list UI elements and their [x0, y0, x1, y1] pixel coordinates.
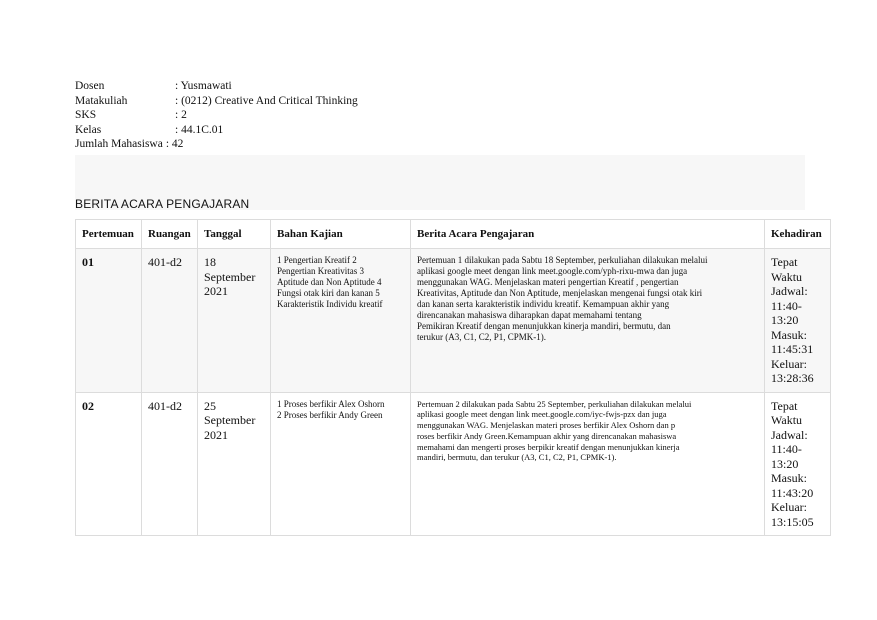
berita-line: Kreativitas, Aptitude dan Non Aptitude, menjelaskan mengenai fungsi otak kiri	[417, 288, 703, 298]
kehadiran-line: 13:28:36	[771, 371, 814, 385]
kehadiran-line: Tepat	[771, 398, 798, 413]
dosen-value: : Yusmawati	[175, 80, 232, 92]
section-title: BERITA ACARA PENGAJARAN	[75, 197, 250, 211]
info-row-kelas	[75, 123, 358, 138]
tanggal-year: 2021	[204, 284, 228, 298]
header-tanggal: Tanggal	[198, 220, 271, 249]
bahan-line: Karakteristik Individu kreatif	[277, 299, 383, 309]
kehadiran-cell	[765, 392, 831, 536]
kehadiran-line: Waktu	[771, 269, 803, 284]
kehadiran-line: 11:43:20	[771, 485, 814, 500]
table-row	[76, 392, 831, 536]
berita-line: Pemikiran Kreatif dengan menunjukkan kinerja mandiri, bermutu, dan	[417, 321, 671, 331]
berita-line: roses berfikir Andy Green.Kemampuan akhir yang direncanakan mahasiswa	[417, 430, 677, 441]
tanggal-day: 18	[204, 255, 216, 269]
tanggal-month: September	[204, 413, 256, 427]
matakuliah-label: Matakuliah	[75, 94, 128, 107]
berita-line: direncanakan mahasiswa diharapkan dapat memahami tentang	[417, 310, 642, 320]
info-row-jumlah	[75, 137, 358, 152]
kehadiran-line: 13:15:05	[771, 514, 814, 529]
kehadiran-line: Jadwal:	[771, 427, 808, 442]
kehadiran-line: Tepat	[771, 255, 798, 269]
jumlah-label: Jumlah Mahasiswa	[75, 138, 163, 150]
teaching-table	[75, 219, 831, 536]
kehadiran-line: 11:45:31	[771, 342, 814, 356]
kehadiran-line: 11:40-	[771, 298, 802, 313]
table-row	[76, 249, 831, 393]
header-berita-acara: Berita Acara Pengajaran	[411, 220, 765, 249]
berita-line: menggunakan WAG. Menjelaskan materi pengertian Kreatif , pengertian	[417, 277, 679, 287]
berita-line: terukur (A3, C1, C2, P1, CPMK-1).	[417, 332, 547, 342]
kehadiran-line: 11:40-	[771, 442, 802, 456]
header-bahan-kajian: Bahan Kajian	[271, 220, 411, 249]
berita-line: Pertemuan 2 dilakukan pada Sabtu 25 September, perkuliahan dilakukan melalui	[417, 398, 692, 409]
info-row-dosen	[75, 79, 358, 94]
bahan-line: 1 Pengertian Kreatif 2	[277, 255, 357, 265]
header-pertemuan: Pertemuan	[76, 220, 142, 249]
tanggal-day: 25	[204, 398, 216, 413]
tanggal-cell	[198, 249, 271, 393]
berita-line: aplikasi google meet dengan link meet.google.com/iyc-fwjs-pzx dan juga	[417, 409, 667, 420]
kehadiran-line: 13:20	[771, 456, 799, 471]
berita-line: mandiri, bermutu, dan terukur (A3, C1, C2, P1, CPMK-1).	[417, 452, 617, 463]
pertemuan-cell: 02	[76, 392, 142, 536]
course-info	[75, 79, 358, 152]
bahan-line: 2 Proses berfikir Andy Green	[277, 409, 383, 420]
header-kehadiran: Kehadiran	[765, 220, 831, 249]
info-row-matakuliah	[75, 94, 358, 109]
kehadiran-line: Masuk:	[771, 327, 807, 342]
bahan-line: Pengertian Kreativitas 3	[277, 266, 364, 276]
ruangan-cell: 401-d2	[142, 249, 198, 393]
kelas-label: Kelas	[75, 123, 102, 136]
berita-acara-cell	[411, 249, 765, 393]
kehadiran-line: Masuk:	[771, 471, 807, 485]
kehadiran-cell	[765, 249, 831, 393]
kehadiran-line: Keluar:	[771, 500, 807, 514]
bahan-line: Aptitude dan Non Aptitude 4	[277, 277, 382, 287]
sks-label: SKS	[75, 109, 97, 121]
bahan-line: 1 Proses berfikir Alex Oshorn	[277, 398, 385, 409]
tanggal-cell	[198, 392, 271, 536]
bahan-kajian-cell	[271, 392, 411, 536]
info-row-sks	[75, 108, 358, 123]
kehadiran-line: 13:20	[771, 313, 799, 327]
kelas-value: : 44.1C.01	[175, 123, 224, 136]
header-ruangan: Ruangan	[142, 220, 198, 249]
berita-acara-cell	[411, 392, 765, 536]
tanggal-month: September	[204, 269, 256, 284]
jumlah-value: : 42	[165, 138, 184, 150]
matakuliah-value: : (0212) Creative And Critical Thinking	[175, 94, 358, 107]
bahan-line: Fungsi otak kiri dan kanan 5	[277, 288, 380, 298]
bahan-kajian-cell	[271, 249, 411, 393]
berita-line: memahami dan mengerti proses berpikir kreatif dengan menunjukkan kinerja	[417, 441, 680, 452]
berita-line: Pertemuan 1 dilakukan pada Sabtu 18 September, perkuliahan dilakukan melalui	[417, 255, 708, 265]
ruangan-cell: 401-d2	[142, 392, 198, 536]
table-header-row	[76, 220, 831, 249]
kehadiran-line: Keluar:	[771, 356, 807, 371]
sks-value: : 2	[175, 109, 187, 121]
berita-line: aplikasi google meet dengan link meet.google.com/yph-rixu-mwa dan juga	[417, 266, 688, 276]
pertemuan-cell: 01	[76, 249, 142, 393]
tanggal-year: 2021	[204, 427, 228, 442]
dosen-label: Dosen	[75, 80, 105, 92]
berita-line: dan kanan serta karakteristik individu kreatif. Kemampuan akhir yang	[417, 299, 670, 309]
berita-line: menggunakan WAG. Menjelaskan materi proses berfikir Alex Oshorn dan p	[417, 420, 676, 431]
kehadiran-line: Jadwal:	[771, 284, 808, 298]
kehadiran-line: Waktu	[771, 413, 803, 427]
